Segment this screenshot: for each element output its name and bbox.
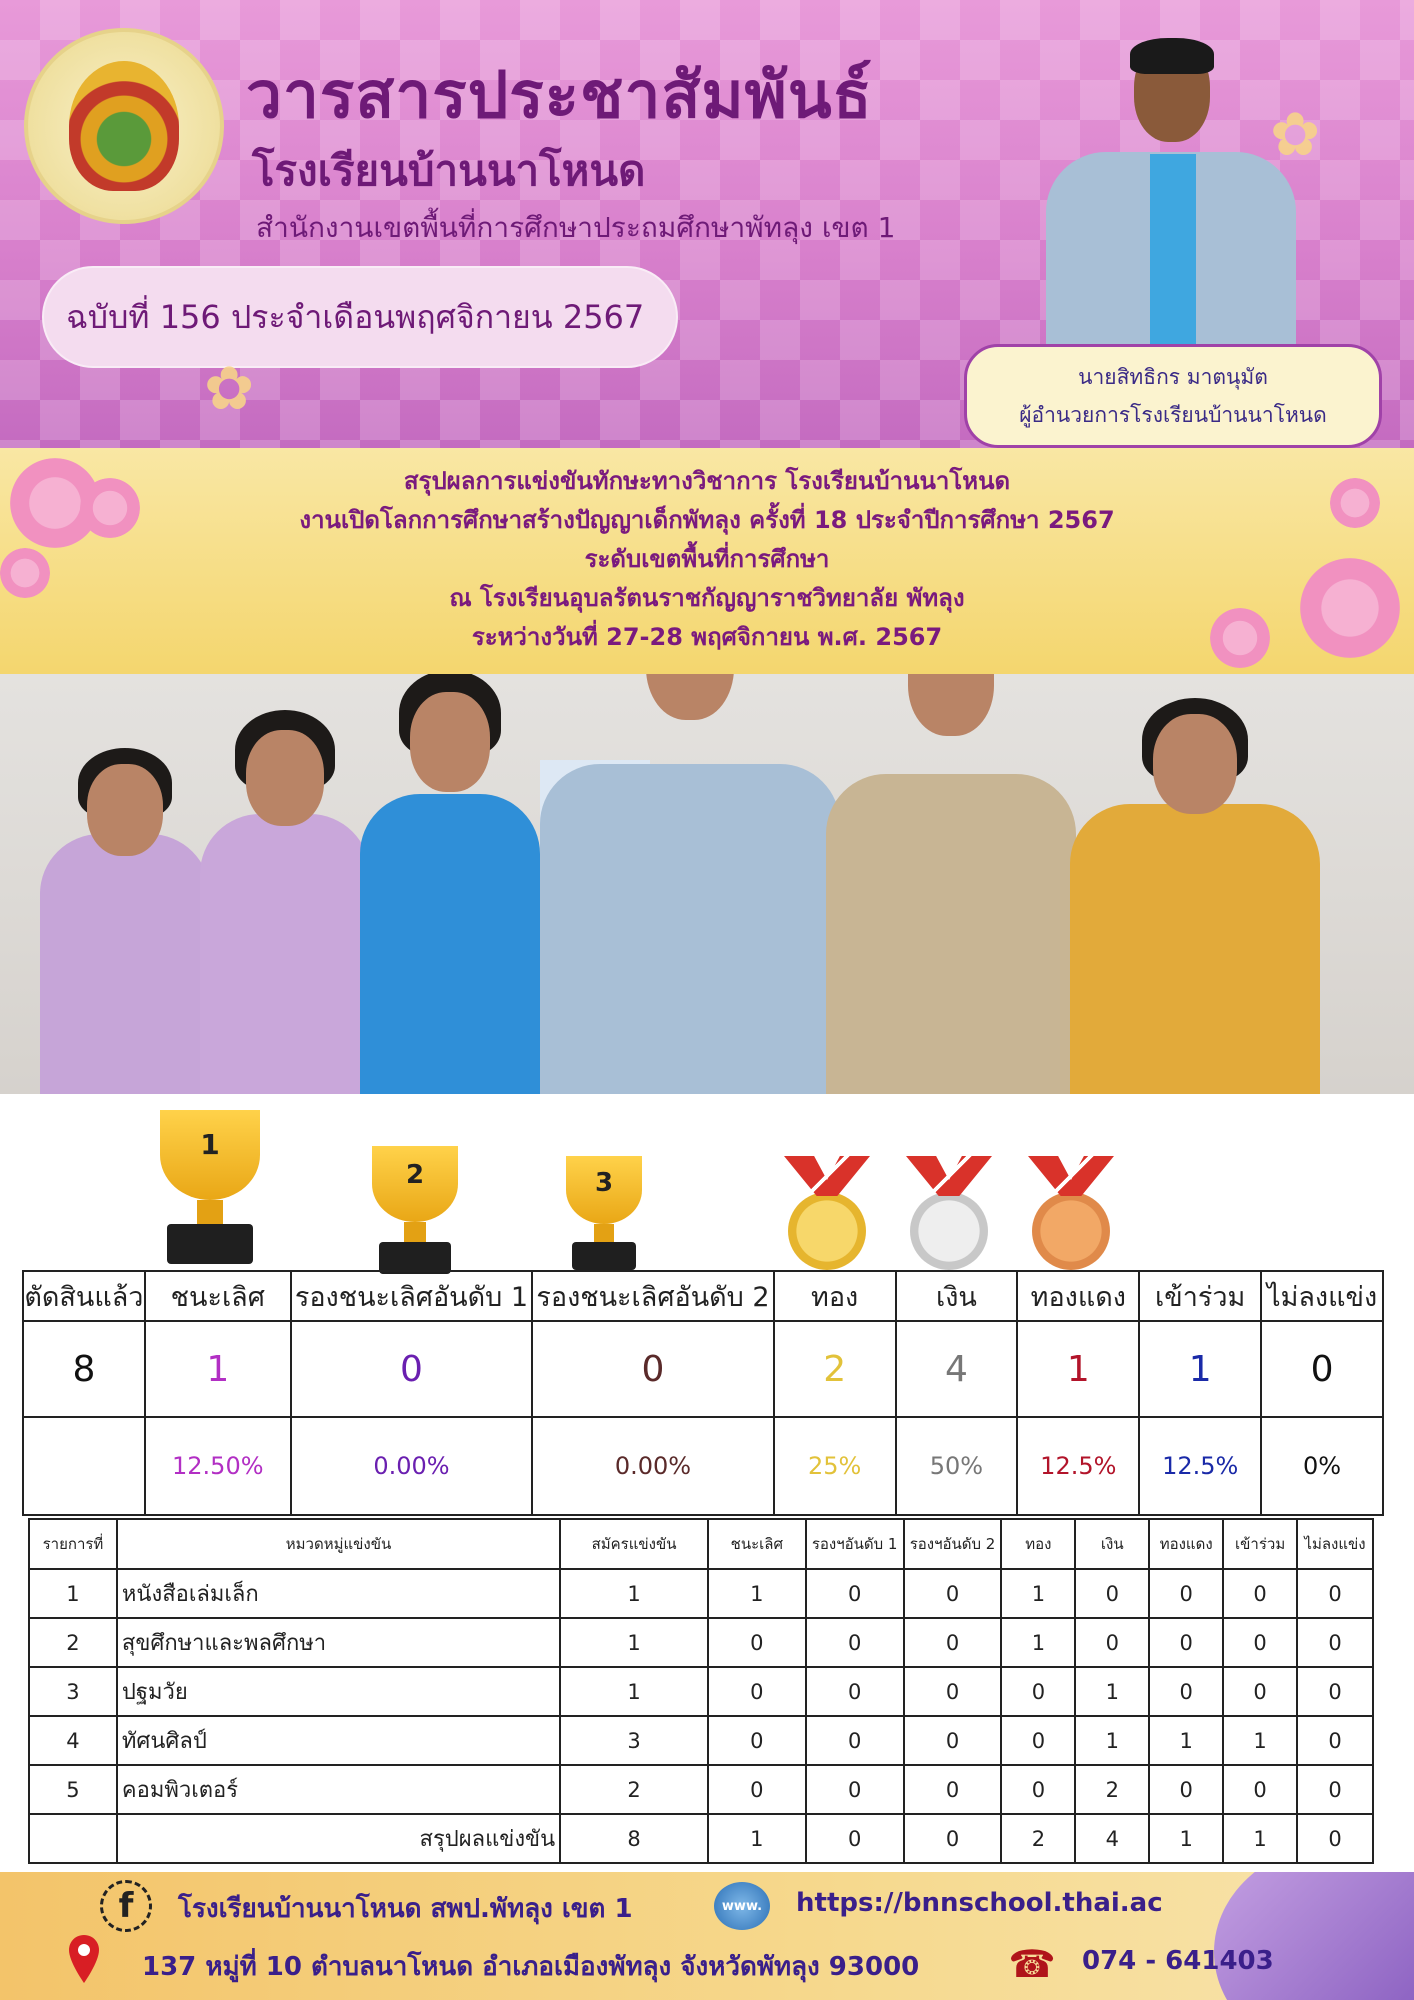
table-cell: 0 (1149, 1569, 1223, 1618)
event-banner (0, 448, 1414, 674)
table-row (29, 1667, 1373, 1716)
table-cell: 1 (1075, 1667, 1149, 1716)
blossom-icon (80, 478, 140, 538)
summary-percent: 12.5% (1017, 1417, 1139, 1515)
trophy-third-icon: 3 (566, 1156, 642, 1270)
person (40, 834, 210, 1094)
table-cell: 1 (560, 1569, 708, 1618)
table-cell: 0 (806, 1765, 904, 1814)
facebook-icon[interactable]: f (100, 1880, 152, 1932)
event-description (160, 462, 1254, 657)
summary-header: ชนะเลิศ (145, 1271, 291, 1321)
summary-count: 1 (1017, 1321, 1139, 1417)
table-row (29, 1716, 1373, 1765)
director-title: ผู้อำนวยการโรงเรียนบ้านนาโหนด (1019, 403, 1327, 427)
event-line: สรุปผลการแข่งขันทักษะทางวิชาการ โรงเรียนบ้านนาโหนด (403, 467, 1011, 495)
summary-percent: 12.50% (145, 1417, 291, 1515)
decorative-swoosh (1214, 1872, 1414, 2000)
table-cell: 0 (1297, 1618, 1373, 1667)
summary-count-row (23, 1321, 1383, 1417)
summary-header: รองชนะเลิศอันดับ 1 (291, 1271, 533, 1321)
director-photo (1042, 30, 1300, 346)
summary-header: ไม่ลงแข่ง (1261, 1271, 1383, 1321)
issue-text: ฉบับที่ 156 ประจำเดือนพฤศจิกายน 2567 (66, 297, 645, 336)
detail-header: สมัครแข่งขัน (560, 1519, 708, 1569)
summary-percent: 0.00% (291, 1417, 533, 1515)
total-cell: 4 (1075, 1814, 1149, 1863)
detail-header: เงิน (1075, 1519, 1149, 1569)
phone-icon: ☎ (1008, 1942, 1056, 1986)
summary-header: เข้าร่วม (1139, 1271, 1261, 1321)
summary-count: 1 (145, 1321, 291, 1417)
blossom-icon (0, 548, 50, 598)
detail-table (28, 1518, 1374, 1864)
address: 137 หมู่ที่ 10 ตำบลนาโหนด อำเภอเมืองพัทลุง จังหวัดพัทลุง 93000 (142, 1952, 920, 1982)
trophy-first-icon: 1 (160, 1110, 260, 1264)
total-cell: 1 (1223, 1814, 1297, 1863)
table-cell: 0 (1223, 1618, 1297, 1667)
table-cell: 0 (1001, 1716, 1075, 1765)
event-line: งานเปิดโลกการศึกษาสร้างปัญญาเด็กพัทลุง ครั้งที่ 18 ประจำปีการศึกษา 2567 (299, 506, 1115, 534)
summary-header: รองชนะเลิศอันดับ 2 (532, 1271, 774, 1321)
table-cell: 0 (904, 1618, 1002, 1667)
table-cell: 0 (1223, 1569, 1297, 1618)
table-cell: 1 (708, 1569, 806, 1618)
bronze-medal-icon (1028, 1156, 1114, 1270)
table-cell: 0 (708, 1765, 806, 1814)
www-label: www. (721, 1898, 763, 1914)
summary-percent: 0.00% (532, 1417, 774, 1515)
summary-count: 2 (774, 1321, 896, 1417)
summary-percent: 50% (896, 1417, 1018, 1515)
issue-badge (42, 266, 678, 368)
school-name: โรงเรียนบ้านนาโหนด (252, 146, 646, 195)
director-name-plate (964, 344, 1382, 448)
flower-ornament-icon: ✿ (1270, 100, 1321, 170)
summary-count: 0 (291, 1321, 533, 1417)
total-cell: 2 (1001, 1814, 1075, 1863)
summary-percent: 25% (774, 1417, 896, 1515)
table-cell: 3 (560, 1716, 708, 1765)
detail-header: หมวดหมู่แข่งขัน (117, 1519, 560, 1569)
table-cell: 0 (1297, 1765, 1373, 1814)
table-cell: 1 (560, 1618, 708, 1667)
table-cell: 2 (29, 1618, 117, 1667)
summary-header: ทอง (774, 1271, 896, 1321)
total-cell: 1 (1149, 1814, 1223, 1863)
summary-count: 1 (1139, 1321, 1261, 1417)
table-row (29, 1569, 1373, 1618)
total-cell: 8 (560, 1814, 708, 1863)
table-cell: 0 (904, 1667, 1002, 1716)
table-cell: 0 (904, 1716, 1002, 1765)
table-row (29, 1765, 1373, 1814)
table-cell: 1 (1001, 1618, 1075, 1667)
flower-ornament-icon: ✿ (204, 354, 255, 424)
table-cell: 0 (1149, 1667, 1223, 1716)
table-cell: 0 (904, 1569, 1002, 1618)
table-cell: 0 (904, 1765, 1002, 1814)
table-cell: 0 (1149, 1618, 1223, 1667)
summary-header-row (23, 1271, 1383, 1321)
summary-count: 0 (532, 1321, 774, 1417)
person (540, 764, 840, 1094)
category-name: หนังสือเล่มเล็ก (117, 1569, 560, 1618)
table-cell: 0 (1075, 1618, 1149, 1667)
detail-total-row (29, 1814, 1373, 1863)
table-cell: 3 (29, 1667, 117, 1716)
table-cell: 0 (1075, 1569, 1149, 1618)
table-cell: 1 (1223, 1716, 1297, 1765)
total-cell: 0 (904, 1814, 1002, 1863)
footer (0, 1872, 1414, 2000)
total-cell: 0 (806, 1814, 904, 1863)
detail-header: ทองแดง (1149, 1519, 1223, 1569)
table-cell: 4 (29, 1716, 117, 1765)
trophy-second-icon: 2 (372, 1146, 458, 1274)
table-cell: 0 (1297, 1667, 1373, 1716)
summary-percent: 12.5% (1139, 1417, 1261, 1515)
office-name: สำนักงานเขตพื้นที่การศึกษาประถมศึกษาพัทลุง เขต 1 (256, 211, 896, 244)
table-cell: 0 (1297, 1569, 1373, 1618)
summary-percent (23, 1417, 145, 1515)
globe-icon (714, 1882, 770, 1930)
total-label: สรุปผลแข่งขัน (117, 1814, 560, 1863)
director-name: นายสิทธิกร มาตนุมัต (1078, 365, 1268, 389)
table-cell: 0 (1149, 1765, 1223, 1814)
location-pin-icon (64, 1932, 104, 1988)
total-cell: 1 (708, 1814, 806, 1863)
detail-header: เข้าร่วม (1223, 1519, 1297, 1569)
person (826, 774, 1076, 1094)
website-link[interactable]: https://bnnschool.thai.ac (796, 1888, 1163, 1918)
header (0, 0, 1414, 448)
detail-header-row (29, 1519, 1373, 1569)
silver-medal-icon (906, 1156, 992, 1270)
table-cell: 0 (806, 1667, 904, 1716)
table-cell: 0 (1223, 1667, 1297, 1716)
table-cell: 0 (1001, 1667, 1075, 1716)
detail-header: รองฯอันดับ 2 (904, 1519, 1002, 1569)
table-cell: 0 (708, 1667, 806, 1716)
table-cell: 2 (560, 1765, 708, 1814)
event-line: ระดับเขตพื้นที่การศึกษา (584, 545, 830, 573)
category-name: สุขศึกษาและพลศึกษา (117, 1618, 560, 1667)
phone-number[interactable]: 074 - 641403 (1082, 1946, 1274, 1976)
person (1070, 804, 1320, 1094)
summary-header: เงิน (896, 1271, 1018, 1321)
table-cell: 1 (560, 1667, 708, 1716)
table-cell: 1 (1075, 1716, 1149, 1765)
table-row (29, 1618, 1373, 1667)
summary-percent-row (23, 1417, 1383, 1515)
blossom-icon (1300, 558, 1400, 658)
table-cell: 0 (1001, 1765, 1075, 1814)
category-name: คอมพิวเตอร์ (117, 1765, 560, 1814)
total-cell: 0 (1297, 1814, 1373, 1863)
table-cell: 1 (29, 1569, 117, 1618)
table-cell: 0 (708, 1618, 806, 1667)
category-name: ปฐมวัย (117, 1667, 560, 1716)
summary-count: 0 (1261, 1321, 1383, 1417)
table-cell: 5 (29, 1765, 117, 1814)
detail-header: รองฯอันดับ 1 (806, 1519, 904, 1569)
school-logo (24, 28, 224, 224)
table-cell: 0 (1297, 1716, 1373, 1765)
category-name: ทัศนศิลป์ (117, 1716, 560, 1765)
summary-count: 4 (896, 1321, 1018, 1417)
table-cell: 0 (806, 1618, 904, 1667)
summary-count: 8 (23, 1321, 145, 1417)
summary-percent: 0% (1261, 1417, 1383, 1515)
event-line: ระหว่างวันที่ 27-28 พฤศจิกายน พ.ศ. 2567 (471, 623, 943, 651)
blossom-icon (1330, 478, 1380, 528)
person (200, 814, 370, 1094)
gold-medal-icon (784, 1156, 870, 1270)
person (360, 794, 540, 1094)
summary-header: ทองแดง (1017, 1271, 1139, 1321)
table-cell: 2 (1075, 1765, 1149, 1814)
newsletter-title: วารสารประชาสัมพันธ์ (246, 59, 873, 133)
table-cell: 0 (806, 1716, 904, 1765)
group-photo (0, 674, 1414, 1094)
facebook-page-link[interactable]: โรงเรียนบ้านนาโหนด สพป.พัทลุง เขต 1 (178, 1894, 633, 1924)
detail-header: ทอง (1001, 1519, 1075, 1569)
summary-header: ตัดสินแล้ว (23, 1271, 145, 1321)
detail-header: รายการที่ (29, 1519, 117, 1569)
detail-header: ชนะเลิศ (708, 1519, 806, 1569)
table-cell: 1 (1149, 1716, 1223, 1765)
event-line: ณ โรงเรียนอุบลรัตนราชกัญญาราชวิทยาลัย พัทลุง (449, 584, 965, 612)
summary-table (22, 1270, 1384, 1516)
detail-header: ไม่ลงแข่ง (1297, 1519, 1373, 1569)
table-cell: 0 (1223, 1765, 1297, 1814)
table-cell: 0 (708, 1716, 806, 1765)
table-cell: 0 (806, 1569, 904, 1618)
table-cell: 1 (1001, 1569, 1075, 1618)
